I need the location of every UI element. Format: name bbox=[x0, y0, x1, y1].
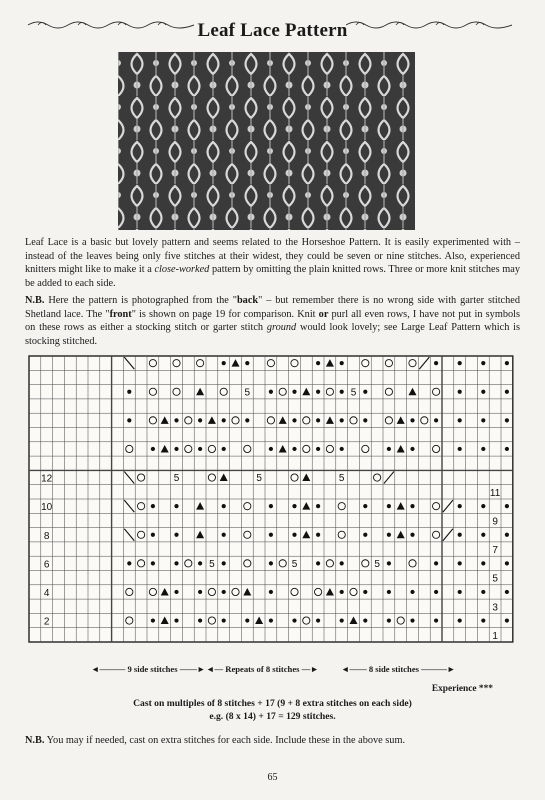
knit-stitch-symbol bbox=[198, 418, 202, 422]
bottom-note-label: N.B. bbox=[25, 735, 45, 746]
knit-stitch-symbol bbox=[198, 561, 202, 565]
knit-stitch-symbol bbox=[481, 504, 485, 508]
knitting-chart-grid bbox=[25, 354, 520, 659]
knit-stitch-symbol bbox=[387, 533, 391, 537]
knit-stitch-symbol bbox=[222, 618, 226, 622]
intro-emphasis: close-worked bbox=[154, 264, 210, 276]
knit-stitch-symbol bbox=[481, 447, 485, 451]
knit-stitch-symbol bbox=[434, 361, 438, 365]
knit-stitch-symbol bbox=[174, 618, 178, 622]
five-stitch-symbol: 5 bbox=[256, 473, 262, 485]
intro-text-b: pattern by omitting the plain knitted rows. Three or more knit stitches may be added to each side. bbox=[25, 264, 520, 289]
knit-stitch-symbol bbox=[363, 590, 367, 594]
page-number: 65 bbox=[267, 772, 278, 783]
knit-stitch-symbol bbox=[410, 418, 414, 422]
intro-text-a: Leaf Lace is a basic but lovely pattern and seems related to the Horseshoe Pattern. It is easily experimented with – instead of the leaves being only five stitches at their widest, they could be seven or nine stitches. Also, experienced knitters might like to make it a bbox=[25, 237, 520, 276]
page-title: Leaf Lace Pattern bbox=[197, 20, 348, 41]
knit-stitch-symbol bbox=[269, 390, 273, 394]
knit-stitch-symbol bbox=[174, 561, 178, 565]
knit-stitch-symbol bbox=[222, 447, 226, 451]
row-number-left: 12 bbox=[41, 473, 53, 485]
knit-stitch-symbol bbox=[222, 590, 226, 594]
knit-stitch-symbol bbox=[174, 504, 178, 508]
nb-text-3: " is shown on page 19 for comparison. Knit bbox=[131, 308, 319, 320]
row-number-right: 3 bbox=[492, 602, 498, 614]
knit-stitch-symbol bbox=[505, 390, 509, 394]
knit-stitch-symbol bbox=[316, 533, 320, 537]
knit-stitch-symbol bbox=[410, 618, 414, 622]
knit-stitch-symbol bbox=[151, 561, 155, 565]
knit-stitch-symbol bbox=[434, 561, 438, 565]
knit-stitch-symbol bbox=[458, 447, 462, 451]
knit-stitch-symbol bbox=[316, 561, 320, 565]
row-number-right: 9 bbox=[492, 516, 498, 528]
knit-stitch-symbol bbox=[316, 618, 320, 622]
knit-stitch-symbol bbox=[410, 447, 414, 451]
knit-stitch-symbol bbox=[340, 618, 344, 622]
row-number-right: 5 bbox=[492, 573, 498, 585]
knit-stitch-symbol bbox=[387, 447, 391, 451]
knit-stitch-symbol bbox=[410, 504, 414, 508]
knit-stitch-symbol bbox=[151, 533, 155, 537]
knit-stitch-symbol bbox=[387, 561, 391, 565]
knit-stitch-symbol bbox=[316, 447, 320, 451]
knit-stitch-symbol bbox=[151, 504, 155, 508]
knit-stitch-symbol bbox=[292, 418, 296, 422]
cast-on-line-1: Cast on multiples of 8 stitches + 17 (9 + 8 extra stitches on each side) bbox=[133, 698, 412, 709]
row-number-right: 7 bbox=[492, 545, 498, 557]
knit-stitch-symbol bbox=[458, 361, 462, 365]
nb-text-5: would look lovely; see Large Leaf Pattern which is stocking stitched. bbox=[25, 322, 520, 347]
knit-stitch-symbol bbox=[222, 561, 226, 565]
experience-rating: Experience *** bbox=[431, 684, 493, 694]
row-number-left: 2 bbox=[43, 616, 50, 628]
knit-stitch-symbol bbox=[222, 418, 226, 422]
knit-stitch-symbol bbox=[174, 447, 178, 451]
knit-stitch-symbol bbox=[127, 418, 131, 422]
knit-stitch-symbol bbox=[505, 418, 509, 422]
nb-paragraph bbox=[25, 294, 520, 348]
legend-middle: ◄— Repeats of 8 stitches —► bbox=[206, 664, 319, 674]
cast-on-instructions bbox=[0, 697, 545, 723]
knit-stitch-symbol bbox=[481, 390, 485, 394]
knit-stitch-symbol bbox=[151, 618, 155, 622]
knit-stitch-symbol bbox=[340, 361, 344, 365]
nb-text-2: " – but remember there is no wrong side with garter stitched Shetland lace. The " bbox=[25, 295, 520, 320]
knit-stitch-symbol bbox=[292, 618, 296, 622]
knit-stitch-symbol bbox=[481, 590, 485, 594]
cast-on-line-2: e.g. (8 x 14) + 17 = 129 stitches. bbox=[209, 711, 336, 722]
knit-stitch-symbol bbox=[340, 561, 344, 565]
knit-stitch-symbol bbox=[222, 533, 226, 537]
knit-stitch-symbol bbox=[505, 504, 509, 508]
knit-stitch-symbol bbox=[458, 504, 462, 508]
knit-stitch-symbol bbox=[127, 561, 131, 565]
knit-stitch-symbol bbox=[269, 447, 273, 451]
knit-stitch-symbol bbox=[269, 533, 273, 537]
nb-text-4: purl all even rows, I have not put in symbols on these rows as either a stocking stitch or garter stitch bbox=[25, 308, 520, 334]
knit-stitch-symbol bbox=[410, 533, 414, 537]
row-number-right: 11 bbox=[489, 487, 501, 499]
legend-left: ◄——— 9 side stitches ——► bbox=[91, 664, 206, 674]
knit-stitch-symbol bbox=[505, 361, 509, 365]
knit-stitch-symbol bbox=[481, 618, 485, 622]
title-row bbox=[0, 18, 545, 48]
five-stitch-symbol: 5 bbox=[173, 473, 180, 485]
row-number-left: 6 bbox=[43, 559, 50, 571]
knit-stitch-symbol bbox=[363, 618, 367, 622]
knitting-chart bbox=[25, 354, 520, 664]
knit-stitch-symbol bbox=[387, 590, 391, 594]
knit-stitch-symbol bbox=[458, 533, 462, 537]
knit-stitch-symbol bbox=[363, 418, 367, 422]
knit-stitch-symbol bbox=[434, 418, 438, 422]
knit-stitch-symbol bbox=[292, 504, 296, 508]
row-number-right: 1 bbox=[492, 630, 498, 642]
intro-paragraph bbox=[25, 236, 520, 290]
knit-stitch-symbol bbox=[505, 561, 509, 565]
knit-stitch-symbol bbox=[340, 447, 344, 451]
legend-middle-label: Repeats of 8 stitches bbox=[225, 664, 300, 674]
knit-stitch-symbol bbox=[127, 390, 131, 394]
knit-stitch-symbol bbox=[292, 447, 296, 451]
bottom-note-text: You may if needed, cast on extra stitches for each side. Include these in the above sum. bbox=[44, 735, 406, 746]
lace-texture-image bbox=[118, 52, 415, 230]
knit-stitch-symbol bbox=[222, 504, 226, 508]
row-number-left: 10 bbox=[41, 502, 53, 514]
bottom-note bbox=[25, 735, 405, 746]
five-stitch-symbol: 5 bbox=[338, 473, 345, 485]
knit-stitch-symbol bbox=[174, 590, 178, 594]
legend-left-label: 9 side stitches bbox=[127, 664, 178, 674]
knit-stitch-symbol bbox=[316, 504, 320, 508]
knit-stitch-symbol bbox=[245, 618, 249, 622]
knit-stitch-symbol bbox=[505, 447, 509, 451]
nb-text-1: Here the pattern is photographed from the " bbox=[44, 295, 237, 306]
knit-stitch-symbol bbox=[340, 590, 344, 594]
knit-stitch-symbol bbox=[174, 533, 178, 537]
five-stitch-symbol: 5 bbox=[209, 558, 215, 570]
five-stitch-symbol: 5 bbox=[291, 558, 298, 570]
knit-stitch-symbol bbox=[245, 361, 249, 365]
knit-stitch-symbol bbox=[481, 361, 485, 365]
nb-front: front bbox=[109, 308, 132, 320]
nb-back: back bbox=[236, 295, 259, 306]
nb-or: or bbox=[318, 308, 329, 320]
row-number-left: 8 bbox=[43, 530, 50, 542]
knit-stitch-symbol bbox=[340, 418, 344, 422]
knit-stitch-symbol bbox=[222, 361, 226, 365]
knit-stitch-symbol bbox=[434, 618, 438, 622]
legend-right: ◄—— 8 side stitches ———► bbox=[341, 664, 456, 674]
knit-stitch-symbol bbox=[340, 390, 344, 394]
knit-stitch-symbol bbox=[316, 418, 320, 422]
knit-stitch-symbol bbox=[481, 533, 485, 537]
knit-stitch-symbol bbox=[458, 418, 462, 422]
knit-stitch-symbol bbox=[198, 618, 202, 622]
knit-stitch-symbol bbox=[505, 590, 509, 594]
knit-stitch-symbol bbox=[269, 618, 273, 622]
knit-stitch-symbol bbox=[458, 561, 462, 565]
knit-stitch-symbol bbox=[174, 418, 178, 422]
knit-stitch-symbol bbox=[316, 361, 320, 365]
legend-right-label: 8 side stitches bbox=[368, 664, 419, 674]
knit-stitch-symbol bbox=[363, 504, 367, 508]
five-stitch-symbol: 5 bbox=[244, 387, 251, 399]
nb-ground: ground bbox=[266, 322, 297, 334]
knit-stitch-symbol bbox=[481, 418, 485, 422]
nb-label: N.B. bbox=[25, 295, 45, 306]
knit-stitch-symbol bbox=[292, 533, 296, 537]
knit-stitch-symbol bbox=[269, 561, 273, 565]
knit-stitch-symbol bbox=[292, 390, 296, 394]
knit-stitch-symbol bbox=[151, 447, 155, 451]
knit-stitch-symbol bbox=[434, 590, 438, 594]
five-stitch-symbol: 5 bbox=[350, 387, 357, 399]
knit-stitch-symbol bbox=[245, 418, 249, 422]
knit-stitch-symbol bbox=[387, 504, 391, 508]
knit-stitch-symbol bbox=[269, 590, 273, 594]
knit-stitch-symbol bbox=[410, 590, 414, 594]
lace-photograph bbox=[118, 52, 415, 230]
knit-stitch-symbol bbox=[387, 618, 391, 622]
knit-stitch-symbol bbox=[481, 561, 485, 565]
knit-stitch-symbol bbox=[316, 390, 320, 394]
row-number-left: 4 bbox=[43, 587, 50, 599]
knit-stitch-symbol bbox=[198, 447, 202, 451]
five-stitch-symbol: 5 bbox=[374, 558, 380, 570]
knit-stitch-symbol bbox=[458, 618, 462, 622]
knit-stitch-symbol bbox=[458, 590, 462, 594]
right-ornament-icon bbox=[344, 18, 514, 32]
knit-stitch-symbol bbox=[458, 390, 462, 394]
knit-stitch-symbol bbox=[198, 590, 202, 594]
knit-stitch-symbol bbox=[505, 533, 509, 537]
knit-stitch-symbol bbox=[269, 504, 273, 508]
knit-stitch-symbol bbox=[363, 390, 367, 394]
knit-stitch-symbol bbox=[363, 533, 367, 537]
knit-stitch-symbol bbox=[505, 618, 509, 622]
